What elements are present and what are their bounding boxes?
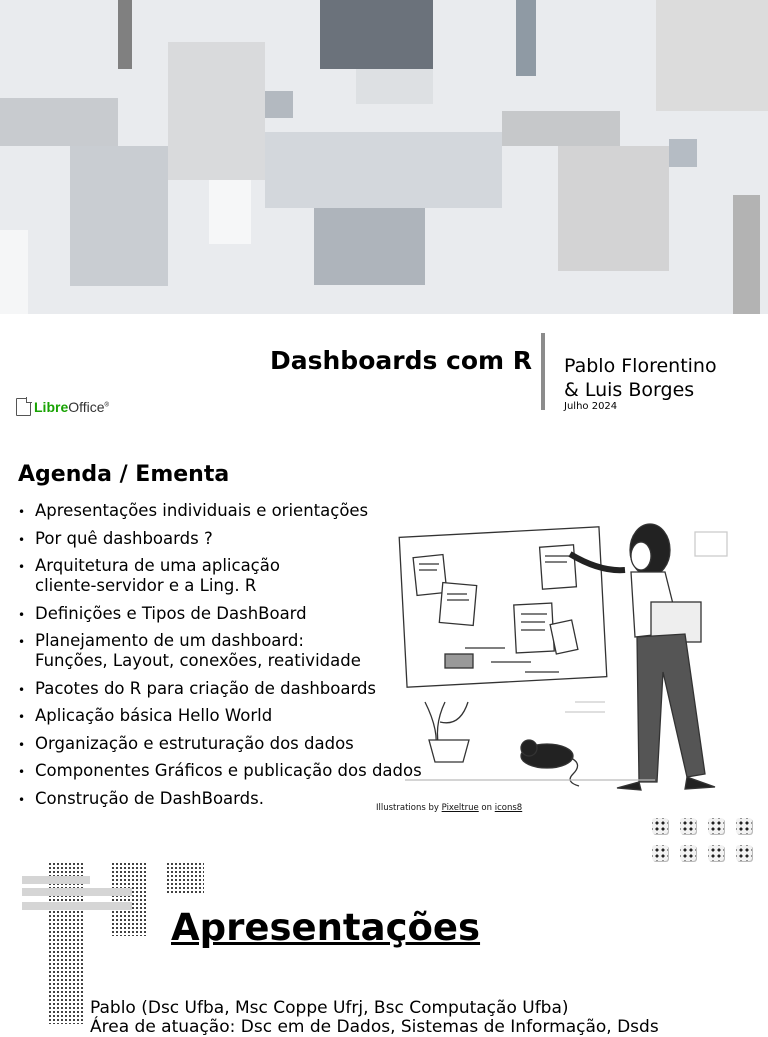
- woman-pants: [637, 634, 705, 782]
- slide-title: Dashboards com R: [270, 346, 533, 375]
- banner-block: [669, 139, 697, 167]
- banner-block: [209, 180, 251, 244]
- dice-icon: [708, 845, 724, 861]
- banner-block: [516, 0, 536, 76]
- agenda-item: • Apresentações individuais e orientações: [18, 501, 438, 521]
- dice-icon: [652, 818, 668, 834]
- woman-shoes: [617, 777, 715, 790]
- note-card: [540, 545, 577, 589]
- banner-block: [656, 0, 768, 111]
- banner-block: [356, 69, 433, 104]
- dice-icon: [708, 818, 724, 834]
- banner-block: [70, 146, 168, 286]
- illustration-woman-board: [395, 512, 745, 802]
- note-card: [514, 603, 554, 653]
- banner-block: [265, 132, 502, 208]
- presentation-date: Julho 2024: [564, 401, 618, 412]
- logo-tm: ®: [104, 402, 109, 409]
- banner-block: [0, 98, 118, 146]
- pinboard-frame: [399, 527, 607, 687]
- dice-icon: [680, 818, 696, 834]
- cat-head: [521, 740, 537, 756]
- agenda-item: • Arquitetura de uma aplicação cliente-servidor e a Ling. R: [18, 556, 438, 596]
- agenda-item: • Componentes Gráficos e publicação dos dados: [18, 761, 438, 781]
- note-tag: [445, 654, 473, 668]
- dice-icon: [736, 818, 752, 834]
- header-banner: [0, 0, 768, 314]
- banner-block: [0, 230, 28, 314]
- cat-tail: [570, 758, 579, 786]
- authors-line1: Pablo Florentino: [564, 355, 717, 377]
- banner-block: [118, 0, 132, 69]
- wall-frame: [695, 532, 727, 556]
- grey-stripe: [22, 902, 132, 910]
- banner-block: [314, 208, 425, 285]
- illustration-credit: [376, 803, 522, 813]
- credit-prefix: Illustrations by: [376, 803, 442, 813]
- libreoffice-logo-icon: [16, 398, 31, 416]
- dice-icon: [736, 845, 752, 861]
- agenda-item: • Planejamento de um dashboard: Funções, Layout, conexões, reatividade: [18, 631, 438, 671]
- credit-source-link[interactable]: icons8: [494, 803, 523, 813]
- dot-pattern: [166, 862, 204, 894]
- banner-block: [265, 91, 293, 118]
- section-text-line: Área de atuação: Dsc em de Dados, Sistemas de Informação, Dsds: [90, 1017, 659, 1037]
- grey-stripe: [22, 888, 132, 896]
- banner-block: [502, 111, 620, 146]
- credit-author-link[interactable]: Pixeltrue: [441, 803, 479, 813]
- agenda-item: • Pacotes do R para criação de dashboards: [18, 679, 438, 699]
- woman-face: [631, 542, 651, 570]
- section-text-line: Pablo (Dsc Ufba, Msc Coppe Ufrj, Bsc Computação Ufba): [90, 998, 569, 1018]
- agenda-item: • Organização e estruturação dos dados: [18, 734, 438, 754]
- credit-mid: on: [478, 803, 495, 813]
- banner-block: [168, 42, 265, 180]
- authors: [564, 354, 717, 402]
- logo-office-text: Office: [68, 399, 105, 415]
- banner-block: [733, 195, 760, 314]
- libreoffice-logo: [16, 398, 109, 416]
- dice-icon: [652, 845, 668, 861]
- logo-libre-text: Libre: [34, 399, 69, 415]
- dice-icon: [680, 845, 696, 861]
- plant-pot: [429, 740, 469, 762]
- agenda-item: • Por quê dashboards ?: [18, 529, 438, 549]
- banner-block: [558, 146, 669, 271]
- agenda-title: Agenda / Ementa: [18, 462, 230, 487]
- wall-bricks: [565, 702, 605, 712]
- dot-pattern: [48, 862, 84, 1024]
- section-title: Apresentações: [171, 906, 481, 949]
- title-divider: [541, 333, 545, 410]
- banner-block: [320, 0, 433, 69]
- authors-line2: & Luis Borges: [564, 379, 695, 401]
- note-card: [439, 583, 476, 626]
- agenda-item: • Definições e Tipos de DashBoard: [18, 604, 438, 624]
- agenda-item: • Construção de DashBoards.: [18, 789, 438, 809]
- agenda-list: [18, 501, 438, 816]
- dot-pattern: [111, 862, 147, 936]
- grey-stripe: [22, 876, 90, 884]
- agenda-item: • Aplicação básica Hello World: [18, 706, 438, 726]
